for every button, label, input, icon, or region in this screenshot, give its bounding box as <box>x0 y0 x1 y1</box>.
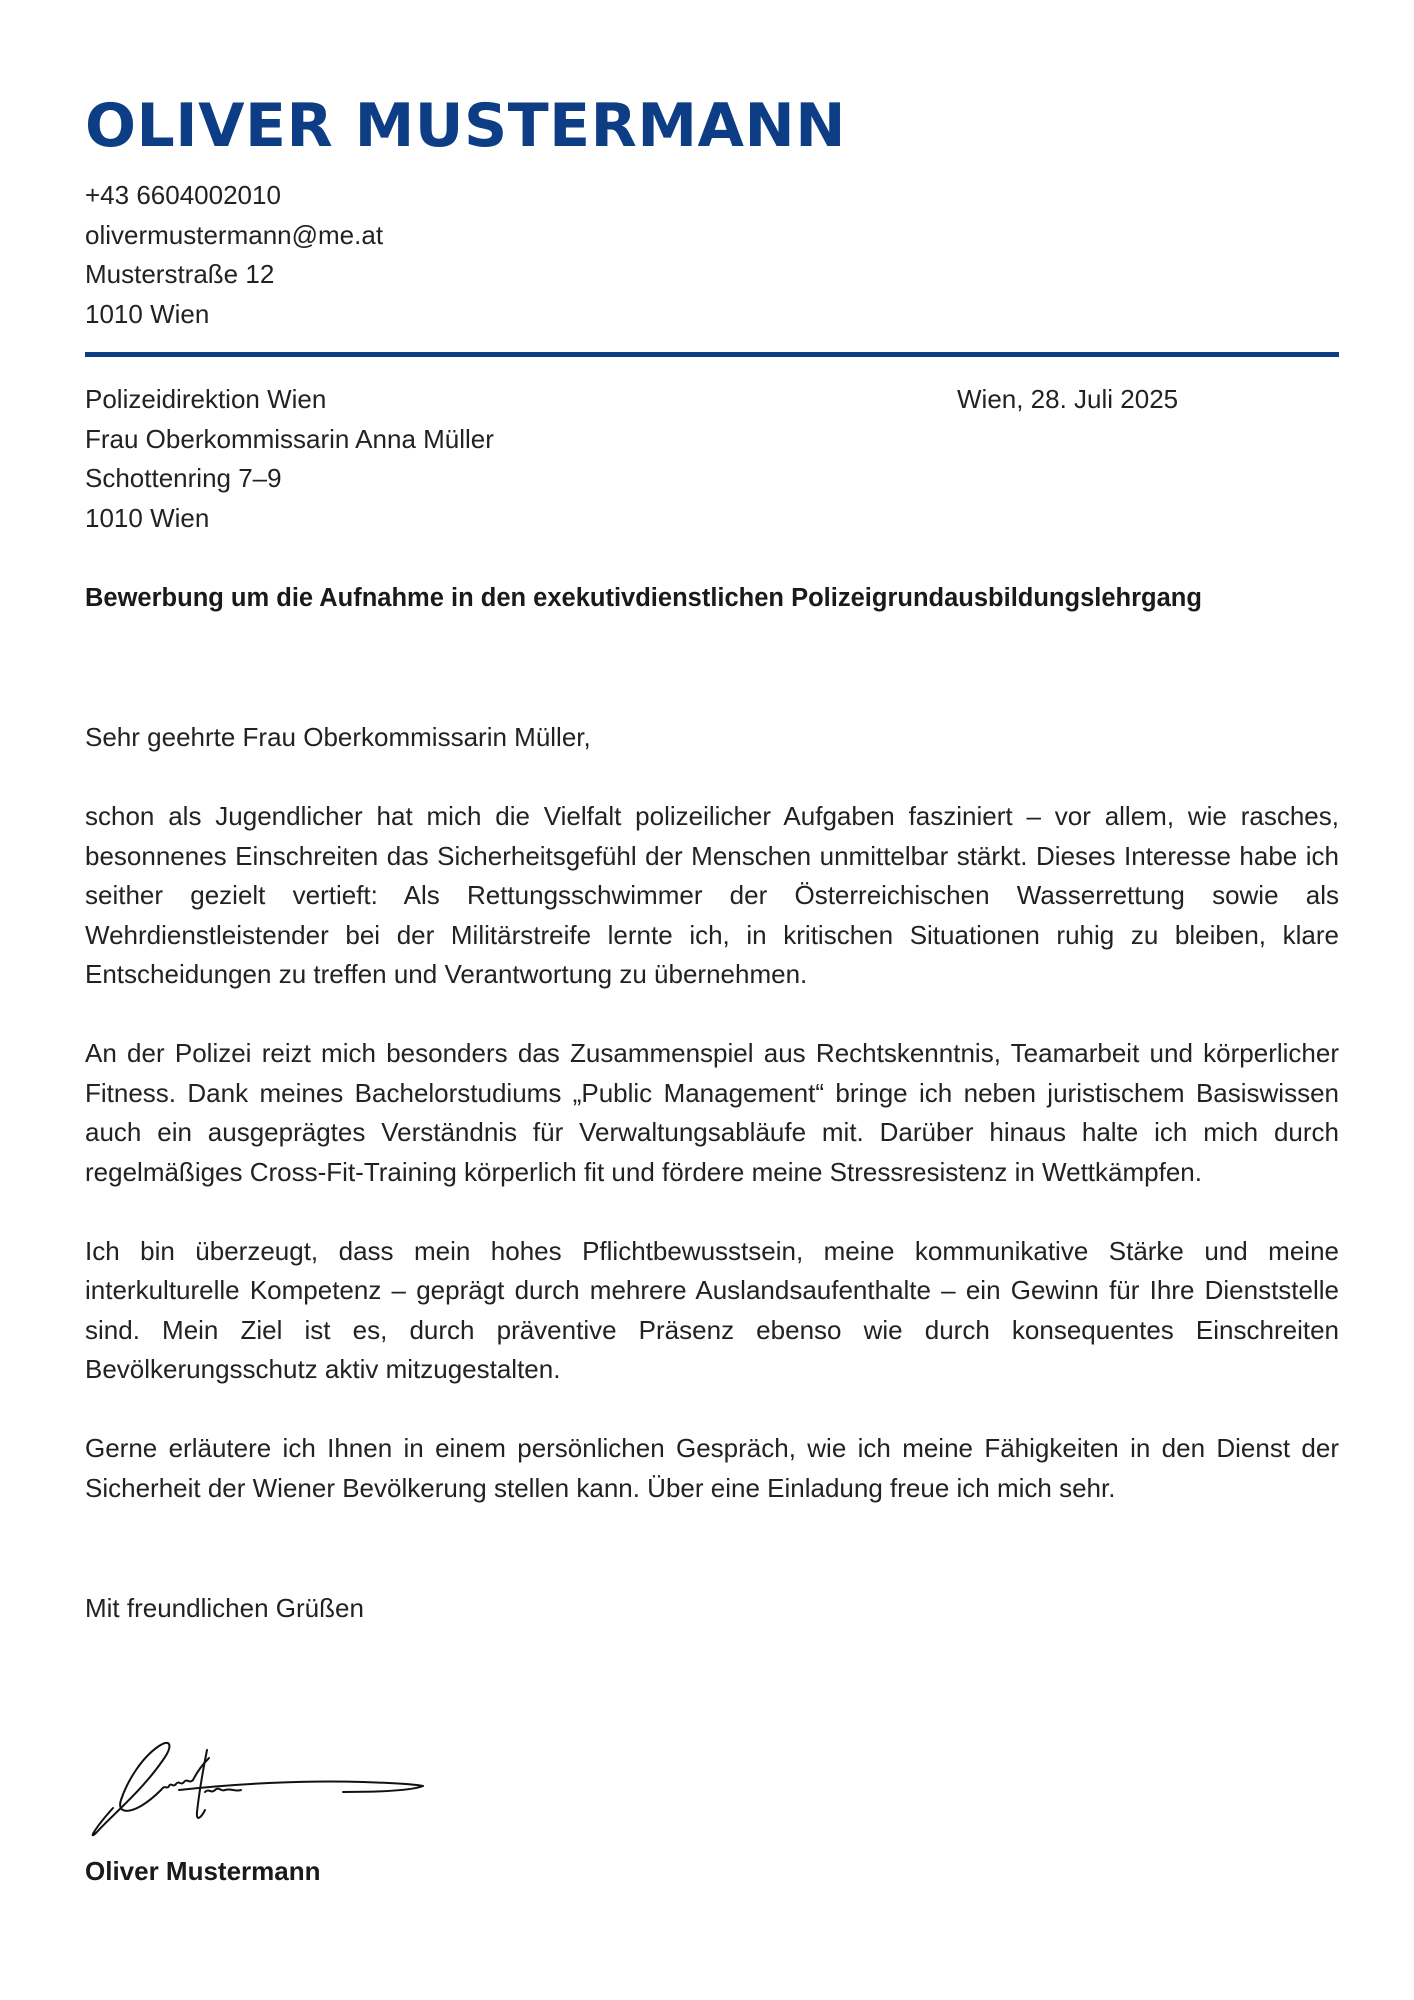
sender-street: Musterstraße 12 <box>85 259 275 289</box>
handwritten-signature <box>83 1720 433 1840</box>
letter-subject: Bewerbung um die Aufnahme in den exekutivdienstlichen Polizeigrundausbildungslehrgang <box>85 584 1202 612</box>
signer-name: Oliver Mustermann <box>85 1856 321 1886</box>
recipient-person: Frau Oberkommissarin Anna Müller <box>85 423 494 454</box>
letter-page <box>85 0 1339 2000</box>
body-paragraph-3: Ich bin überzeugt, dass mein hohes Pflichtbewusstsein, meine kommunikative Stärke und meine interkulturelle Kompetenz – geprägt durch mehrere Auslandsaufenthalte – ein Gewinn für Ihre Dienststelle sind. Mein Ziel ist es, durch präventive Präsenz ebenso wie durch konsequentes Einschreiten Bevölkerungsschutz aktiv mitzugestalten. <box>85 1235 1339 1384</box>
sender-email: olivermustermann@me.at <box>85 219 384 250</box>
sender-contact-block <box>85 176 383 334</box>
body-paragraph-4: Gerne erläutere ich Ihnen in einem persönlichen Gespräch, wie ich meine Fähigkeiten in den Dienst der Sicherheit der Wiener Bevölkerung stellen kann. Über eine Einladung freue ich mich sehr. <box>85 1433 1339 1503</box>
letter-body <box>85 797 1339 1548</box>
recipient-organization: Polizeidirektion Wien <box>85 384 327 414</box>
body-paragraph-1: schon als Jugendlicher hat mich die Vielfalt polizeilicher Aufgaben fasziniert – vor allem, wie rasches, besonnenes Einschreiten das Sicherheitsgefühl der Menschen unmittelbar stärkt. Dieses Interesse habe ich seither gezielt vertieft: Als Rettungsschwimmer der Österreichischen Wasserrettung sowie als Wehrdienstleistender bei der Militärstreife lernte ich, in kritischen Situationen ruhig zu bleiben, klare Entscheidungen zu treffen und Verantwortung zu übernehmen. <box>85 801 1339 989</box>
letter-closing: Mit freundlichen Grüßen <box>85 1593 364 1623</box>
recipient-city: 1010 Wien <box>85 502 210 533</box>
recipient-address-block <box>85 380 494 538</box>
letter-salutation: Sehr geehrte Frau Oberkommissarin Müller, <box>85 722 591 752</box>
letter-date: Wien, 28. Juli 2025 <box>957 384 1179 414</box>
sender-name: OLIVER MUSTERMANN <box>85 91 846 161</box>
body-paragraph-2: An der Polizei reizt mich besonders das Zusammenspiel aus Rechtskenntnis, Teamarbeit und körperlicher Fitness. Dank meines Bachelorstudiums „Public Management“ bringe ich neben juristischem Basiswissen auch ein ausgeprägtes Verständnis für Verwaltungsabläufe mit. Darüber hinaus halte ich mich durch regelmäßiges Cross-Fit-Training körperlich fit und fördere meine Stressresistenz in Wettkämpfen. <box>85 1038 1339 1187</box>
header-divider <box>85 352 1339 357</box>
recipient-street: Schottenring 7–9 <box>85 463 282 493</box>
sender-phone: +43 6604002010 <box>85 180 281 210</box>
sender-city: 1010 Wien <box>85 298 210 329</box>
